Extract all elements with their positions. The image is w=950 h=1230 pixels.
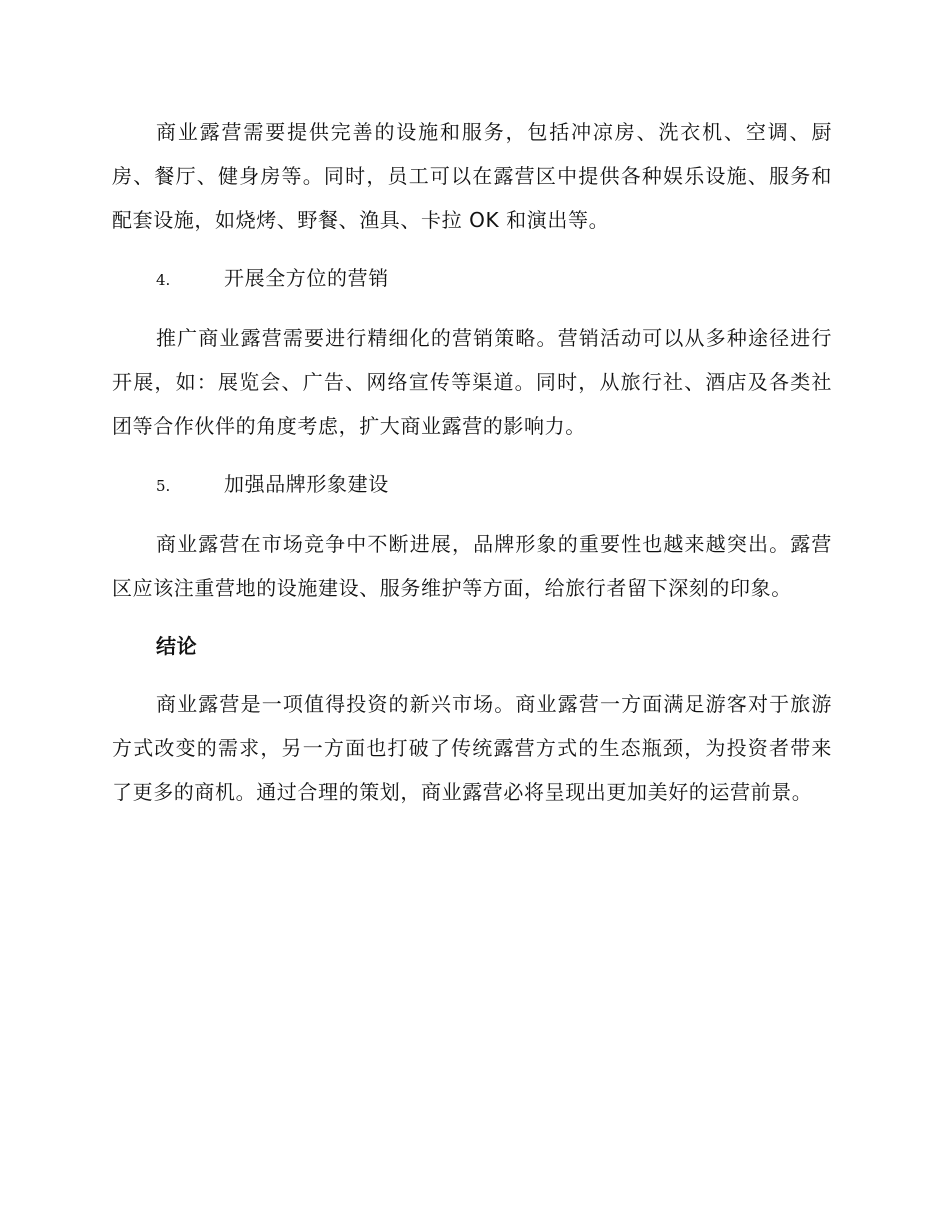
- list-title: 开展全方位的营销: [224, 266, 389, 290]
- paragraph-brand: 商业露营在市场竞争中不断进展，品牌形象的重要性也越来越突出。露营区应该注重营地的设施建设、服务维护等方面，给旅行者留下深刻的印象。: [112, 532, 832, 600]
- list-item-marketing: [112, 256, 832, 302]
- list-item-brand: [112, 462, 832, 508]
- list-number: 4.: [156, 271, 171, 289]
- paragraph-facilities: 商业露营需要提供完善的设施和服务，包括冲凉房、洗衣机、空调、厨房、餐厅、健身房等。同时，员工可以在露营区中提供各种娱乐设施、服务和配套设施，如烧烤、野餐、渔具、卡拉 OK 和演出等。: [112, 120, 832, 232]
- list-number: 5.: [156, 477, 171, 495]
- list-title: 加强品牌形象建设: [224, 472, 389, 496]
- document-body: [112, 110, 832, 828]
- paragraph-conclusion: 商业露营是一项值得投资的新兴市场。商业露营一方面满足游客对于旅游方式改变的需求，另一方面也打破了传统露营方式的生态瓶颈，为投资者带来了更多的商机。通过合理的策划，商业露营必将呈现出更加美好的运营前景。: [112, 692, 832, 804]
- paragraph-marketing: 推广商业露营需要进行精细化的营销策略。营销活动可以从多种途径进行开展，如：展览会、广告、网络宣传等渠道。同时，从旅行社、酒店及各类社团等合作伙伴的角度考虑，扩大商业露营的影响力。: [112, 326, 832, 438]
- section-heading-conclusion: 结论: [156, 634, 198, 658]
